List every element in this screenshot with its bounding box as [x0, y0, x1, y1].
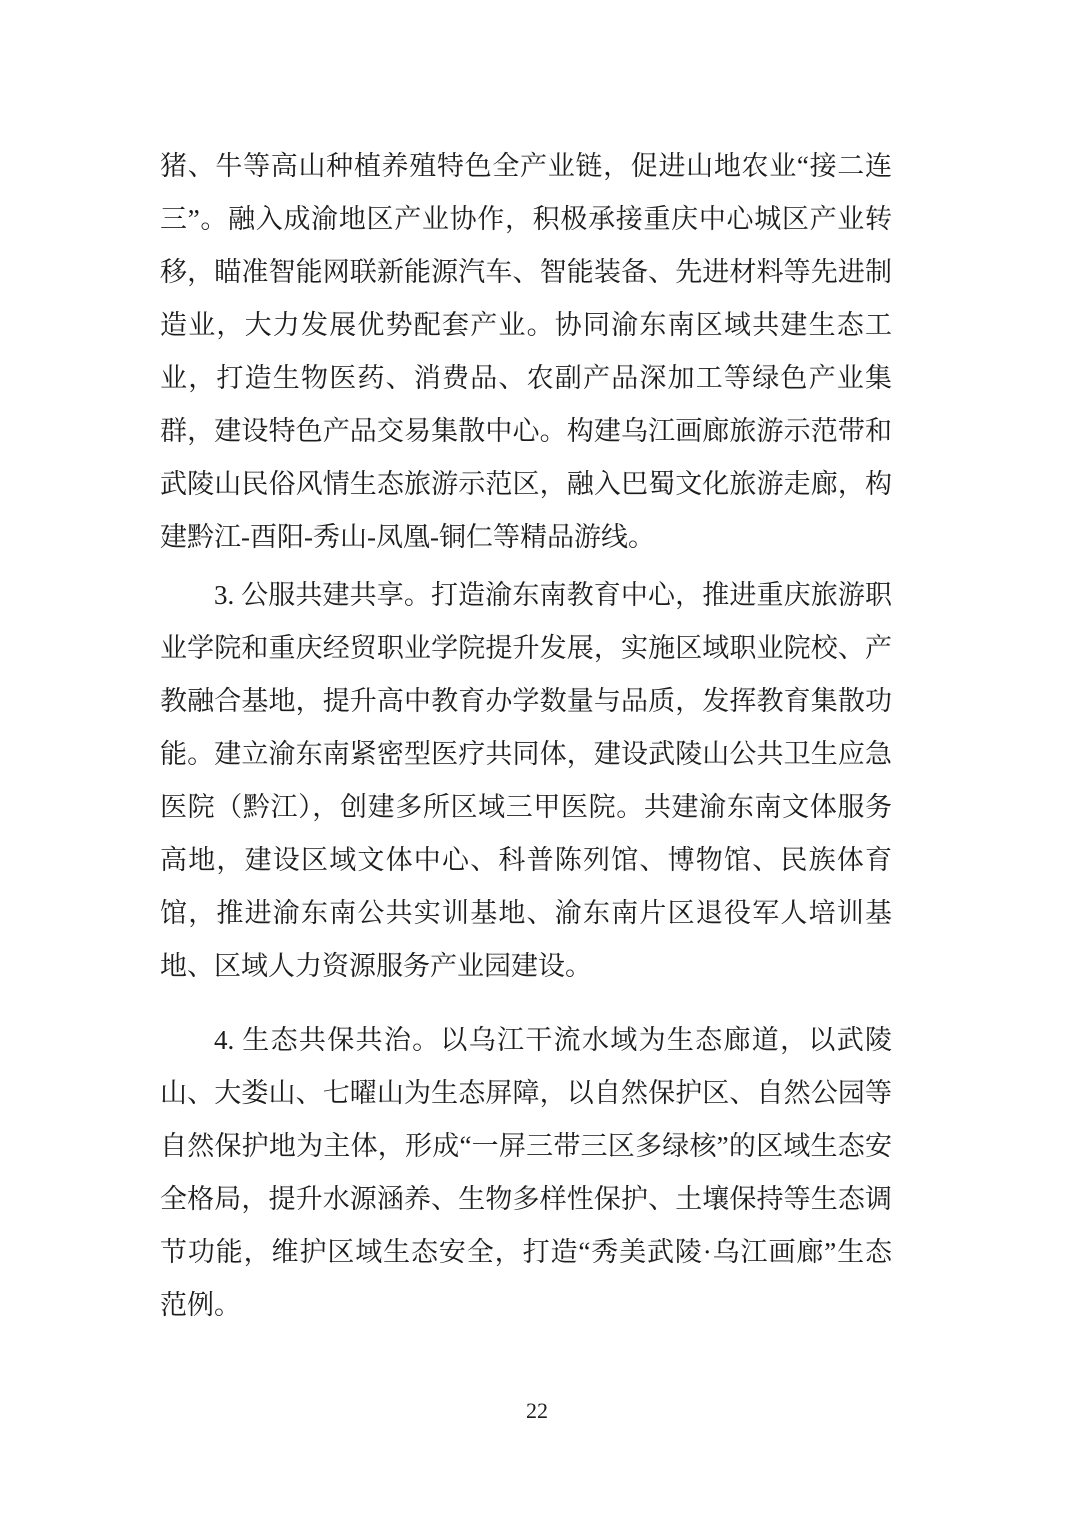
page-footer [0, 1398, 1074, 1424]
paragraph-item-3: 3. 公服共建共享。打造渝东南教育中心，推进重庆旅游职业学院和重庆经贸职业学院提升发展，实施区域职业院校、产教融合基地，提升高中教育办学数量与品质，发挥教育集散功能。建立渝东南紧密型医疗共同体，建设武陵山公共卫生应急医院（黔江），创建多所区域三甲医院。共建渝东南文体服务高地，建设区域文体中心、科普陈列馆、博物馆、民族体育馆，推进渝东南公共实训基地、渝东南片区退役军人培训基地、区域人力资源服务产业园建设。 [160, 580, 892, 981]
paragraph-continuation: 猪、牛等高山种植养殖特色全产业链，促进山地农业“接二连三”。融入成渝地区产业协作，积极承接重庆中心城区产业转移，瞄准智能网联新能源汽车、智能装备、先进材料等先进制造业，大力发展优势配套产业。协同渝东南区域共建生态工业，打造生物医药、消费品、农副产品深加工等绿色产业集群，建设特色产品交易集散中心。构建乌江画廊旅游示范带和武陵山民俗风情生态旅游示范区，融入巴蜀文化旅游走廊，构建黔江-酉阳-秀山-凤凰-铜仁等精品游线。 [160, 151, 892, 552]
page-number: 22 [526, 1398, 548, 1423]
text-block [160, 140, 892, 1332]
paragraph-item-4: 4. 生态共保共治。以乌江干流水域为生态廊道，以武陵山、大娄山、七曜山为生态屏障，以自然保护区、自然公园等自然保护地为主体，形成“一屏三带三区多绿核”的区域生态安全格局，提升水源涵养、生物多样性保护、土壤保持等生态调节功能，维护区域生态安全，打造“秀美武陵·乌江画廊”生态范例。 [160, 1025, 892, 1320]
